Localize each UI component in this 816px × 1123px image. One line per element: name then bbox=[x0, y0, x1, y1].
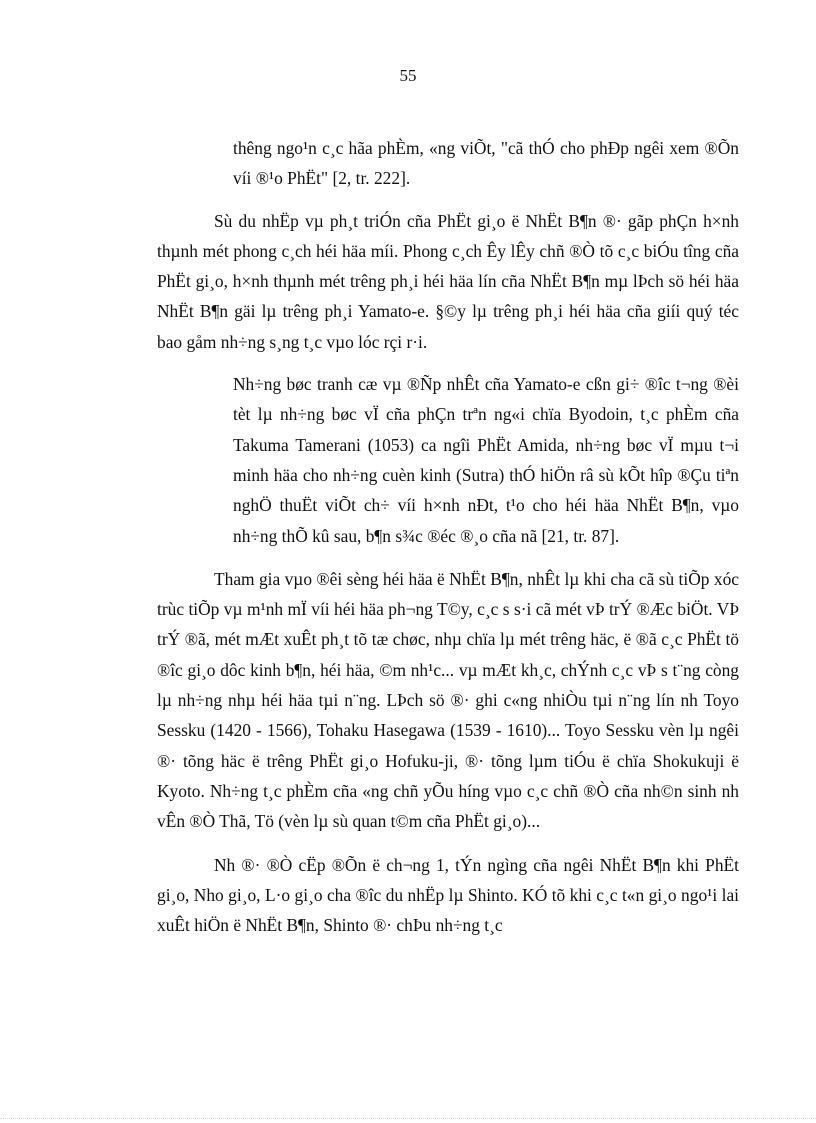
page-number: 55 bbox=[399, 66, 417, 85]
page-bottom-divider bbox=[0, 1118, 816, 1119]
paragraph: Nh ®· ®Ò cËp ®Õn ë ch¬ng 1, tÝn ngìng cña ngêi NhËt B¶n khi PhËt gi¸o, Nho gi¸o, L·o gi¸o cha ®îc du nhËp lµ Shinto. KÓ tõ khi c¸c t«n gi¸o ngo¹i lai xuÊt hiÖn ë NhËt B¶n, Shinto ®· chÞu nh÷ng t¸c bbox=[157, 854, 739, 936]
block-quote-continuation: thêng ngo¹n c¸c hãa phÈm, «ng viÕt, "cã thÓ cho phÐp ngêi xem ®Õn víi ®¹o PhËt" [2, tr. 222]. bbox=[233, 138, 739, 189]
paragraph: Tham gia vµo ®êi sèng héi häa ë NhËt B¶n, nhÊt lµ khi cha cã sù tiÕp xóc trùc tiÕp vµ m¹nh mÏ víi héi häa ph¬ng T©y, c¸c s s·i cã mét vÞ trÝ ®Æc biÖt. VÞ trÝ ®ã, mét mÆt xuÊt ph¸t tõ tæ chøc, nhµ chïa lµ mét trêng häc, ë ®ã c¸c PhËt tö ®îc gi¸o dôc kinh b¶n, héi häa, ©m nh¹c... vµ mÆt kh¸c, chÝnh c¸c vÞ s t¨ng còng lµ nh÷ng nhµ héi häa tµi n¨ng. LÞch sö ®· ghi c«ng nhiÒu tµi n¨ng lín nh Toyo Sessku (1420 - 1566), Tohaku Hasegawa (1539 - 1610)... Toyo Sessku vèn lµ ngêi ®· tõng häc ë trêng PhËt gi¸o Hofuku-ji, ®· tõng lµm tiÓu ë chïa Shokukuji ë Kyoto. Nh÷ng t¸c phÈm cña «ng chñ yÕu híng vµo c¸c chñ ®Ò cña nh©n sinh nh vÊn ®Ò Thã, Tö (vèn lµ sù quan t©m cña PhËt gi¸o)... bbox=[157, 568, 739, 832]
block-quote: Nh÷ng bøc tranh cæ vµ ®Ñp nhÊt cña Yamato-e cßn gi÷ ®îc t¬ng ®èi tèt lµ nh÷ng bøc vÏ cña phÇn trªn ng«i chïa Byodoin, t¸c phÈm cña Takuma Tamerani (1053) ca ngîi PhËt Amida, nh÷ng bøc vÏ mµu t¬i minh häa cho nh÷ng cuèn kinh (Sutra) thÓ hiÖn râ sù kÕt hîp ®Çu tiªn nghÖ thuËt viÕt ch÷ víi h×nh nÐt, t¹o cho héi häa NhËt B¶n, vµo nh÷ng thÕ kû sau, b¶n s¾c ®éc ®¸o cña nã [21, tr. 87]. bbox=[233, 374, 739, 546]
paragraph: Sù du nhËp vµ ph¸t triÓn cña PhËt gi¸o ë NhËt B¶n ®· gãp phÇn h×nh thµnh mét phong c¸ch héi häa míi. Phong c¸ch Êy lÊy chñ ®Ò tõ c¸c biÓu tîng cña PhËt gi¸o, h×nh thµnh mét trêng ph¸i héi häa lín cña NhËt B¶n mµ lÞch sö héi häa NhËt B¶n gäi lµ trêng ph¸i Yamato-e. §©y lµ trêng ph¸i héi häa cña giíi quý téc bao gåm nh÷ng s¸ng t¸c vµo lóc rçi r·i. bbox=[157, 210, 739, 352]
document-body bbox=[157, 133, 739, 940]
